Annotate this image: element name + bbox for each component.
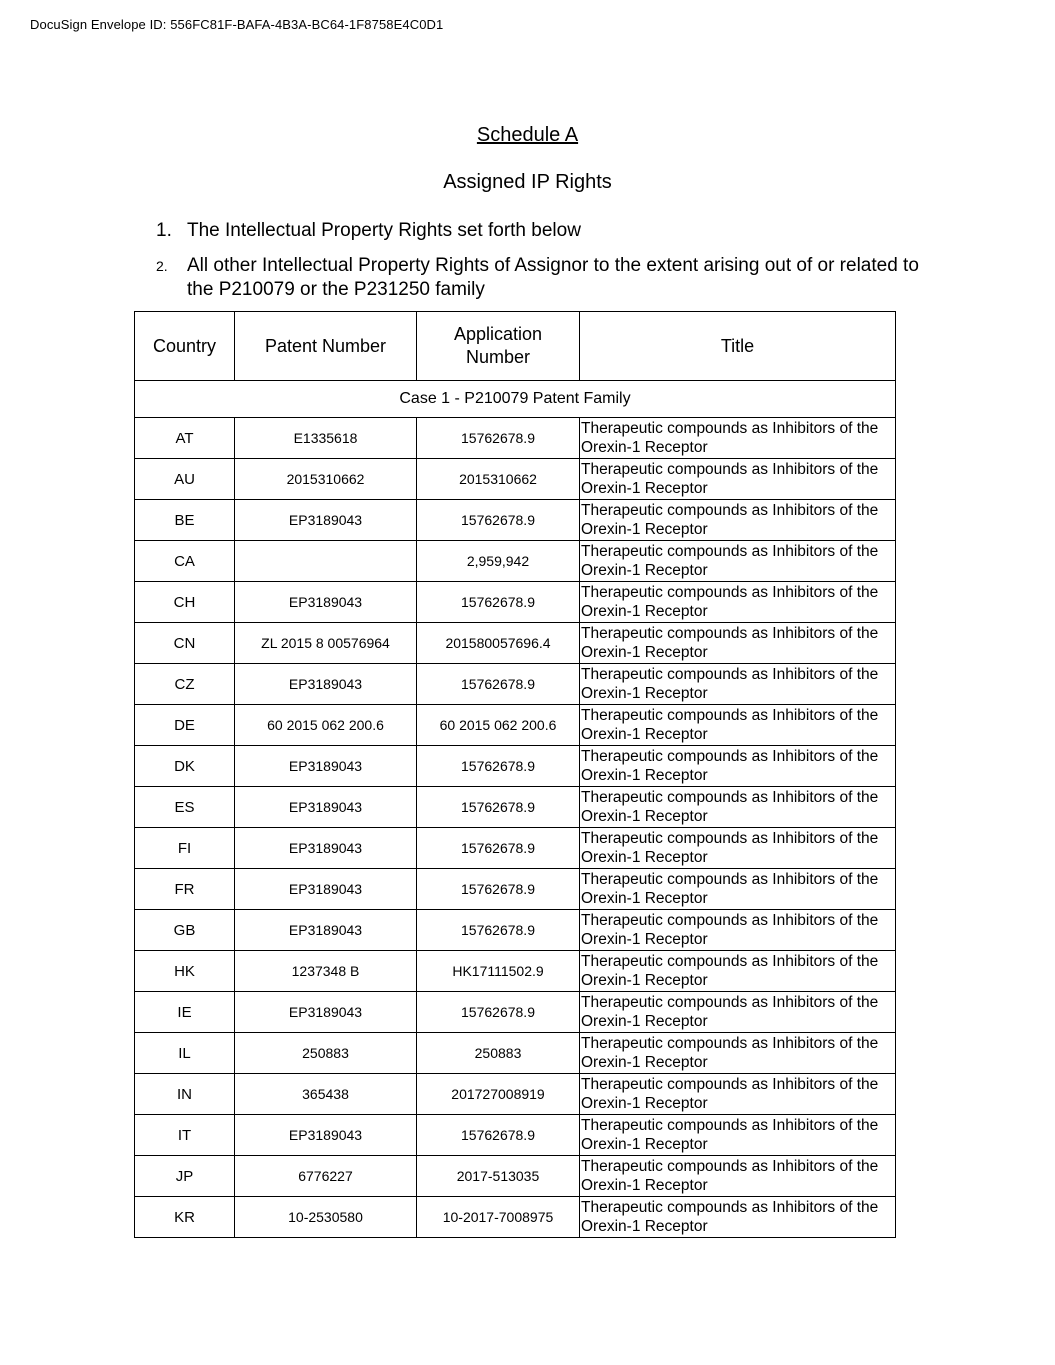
cell-country: CA (135, 541, 235, 582)
cell-title: Therapeutic compounds as Inhibitors of the Orexin-1 Receptor (580, 951, 896, 992)
cell-title: Therapeutic compounds as Inhibitors of the Orexin-1 Receptor (580, 582, 896, 623)
cell-title: Therapeutic compounds as Inhibitors of the Orexin-1 Receptor (580, 664, 896, 705)
cell-patent-number: EP3189043 (235, 1115, 417, 1156)
cell-application-number: 201580057696.4 (417, 623, 580, 664)
cell-patent-number: EP3189043 (235, 664, 417, 705)
cell-application-number: 250883 (417, 1033, 580, 1074)
cell-patent-number (235, 541, 417, 582)
table-row (135, 1115, 896, 1156)
cell-application-number: 15762678.9 (417, 582, 580, 623)
header-country: Country (135, 312, 235, 381)
cell-country: BE (135, 500, 235, 541)
cell-title: Therapeutic compounds as Inhibitors of the Orexin-1 Receptor (580, 787, 896, 828)
cell-patent-number: 2015310662 (235, 459, 417, 500)
cell-application-number: 201727008919 (417, 1074, 580, 1115)
cell-patent-number: 1237348 B (235, 951, 417, 992)
table-row (135, 787, 896, 828)
cell-country: CN (135, 623, 235, 664)
cell-application-number: 15762678.9 (417, 1115, 580, 1156)
section-subtitle: Assigned IP Rights (443, 171, 612, 193)
cell-title: Therapeutic compounds as Inhibitors of the Orexin-1 Receptor (580, 459, 896, 500)
cell-country: ES (135, 787, 235, 828)
table-row (135, 869, 896, 910)
cell-title: Therapeutic compounds as Inhibitors of the Orexin-1 Receptor (580, 869, 896, 910)
cell-application-number: 15762678.9 (417, 910, 580, 951)
cell-country: GB (135, 910, 235, 951)
cell-country: JP (135, 1156, 235, 1197)
cell-application-number: 10-2017-7008975 (417, 1197, 580, 1238)
cell-country: IN (135, 1074, 235, 1115)
cell-country: CZ (135, 664, 235, 705)
cell-country: CH (135, 582, 235, 623)
cell-title: Therapeutic compounds as Inhibitors of the Orexin-1 Receptor (580, 1156, 896, 1197)
list-item-text: The Intellectual Property Rights set forth below (187, 220, 581, 241)
case-label: Case 1 - P210079 Patent Family (135, 381, 896, 418)
table-row (135, 541, 896, 582)
cell-patent-number: 10-2530580 (235, 1197, 417, 1238)
cell-application-number: 2015310662 (417, 459, 580, 500)
table-row (135, 1074, 896, 1115)
table-row (135, 910, 896, 951)
cell-patent-number: EP3189043 (235, 910, 417, 951)
cell-country: IE (135, 992, 235, 1033)
cell-country: FI (135, 828, 235, 869)
cell-patent-number: 60 2015 062 200.6 (235, 705, 417, 746)
table-row (135, 418, 896, 459)
table-row (135, 1033, 896, 1074)
cell-patent-number: 250883 (235, 1033, 417, 1074)
cell-title: Therapeutic compounds as Inhibitors of the Orexin-1 Receptor (580, 1074, 896, 1115)
list-item-number: 2. (156, 258, 168, 274)
list-item-number: 1. (156, 220, 172, 241)
table-row (135, 459, 896, 500)
cell-country: AU (135, 459, 235, 500)
cell-title: Therapeutic compounds as Inhibitors of the Orexin-1 Receptor (580, 418, 896, 459)
table-row (135, 705, 896, 746)
list-item-text: All other Intellectual Property Rights of Assignor to the extent arising out of or related to the P210079 or the P231250 family (187, 255, 919, 300)
cell-patent-number: 6776227 (235, 1156, 417, 1197)
cell-patent-number: EP3189043 (235, 869, 417, 910)
schedule-title: Schedule A (476, 124, 579, 146)
table-row (135, 746, 896, 787)
cell-title: Therapeutic compounds as Inhibitors of the Orexin-1 Receptor (580, 623, 896, 664)
cell-patent-number: EP3189043 (235, 582, 417, 623)
cell-country: DK (135, 746, 235, 787)
cell-application-number: 15762678.9 (417, 992, 580, 1033)
cell-patent-number: E1335618 (235, 418, 417, 459)
table-row (135, 1197, 896, 1238)
cell-title: Therapeutic compounds as Inhibitors of the Orexin-1 Receptor (580, 910, 896, 951)
patent-table (134, 311, 896, 1238)
cell-title: Therapeutic compounds as Inhibitors of the Orexin-1 Receptor (580, 1033, 896, 1074)
table-row (135, 1156, 896, 1197)
cell-country: DE (135, 705, 235, 746)
cell-patent-number: ZL 2015 8 00576964 (235, 623, 417, 664)
cell-country: KR (135, 1197, 235, 1238)
cell-application-number: 15762678.9 (417, 869, 580, 910)
cell-application-number: 15762678.9 (417, 746, 580, 787)
table-row (135, 664, 896, 705)
cell-title: Therapeutic compounds as Inhibitors of the Orexin-1 Receptor (580, 992, 896, 1033)
cell-country: FR (135, 869, 235, 910)
table-header-row (135, 312, 896, 381)
cell-title: Therapeutic compounds as Inhibitors of the Orexin-1 Receptor (580, 541, 896, 582)
cell-title: Therapeutic compounds as Inhibitors of the Orexin-1 Receptor (580, 1115, 896, 1156)
cell-country: IL (135, 1033, 235, 1074)
cell-application-number: 60 2015 062 200.6 (417, 705, 580, 746)
header-patent-number: Patent Number (235, 312, 417, 381)
cell-application-number: 15762678.9 (417, 664, 580, 705)
cell-application-number: HK17111502.9 (417, 951, 580, 992)
header-title: Title (580, 312, 896, 381)
cell-country: HK (135, 951, 235, 992)
table-row (135, 828, 896, 869)
cell-application-number: 15762678.9 (417, 787, 580, 828)
cell-patent-number: 365438 (235, 1074, 417, 1115)
cell-title: Therapeutic compounds as Inhibitors of the Orexin-1 Receptor (580, 746, 896, 787)
cell-country: AT (135, 418, 235, 459)
case-heading-row (135, 381, 896, 418)
cell-application-number: 15762678.9 (417, 418, 580, 459)
cell-application-number: 2017-513035 (417, 1156, 580, 1197)
cell-title: Therapeutic compounds as Inhibitors of the Orexin-1 Receptor (580, 828, 896, 869)
cell-patent-number: EP3189043 (235, 500, 417, 541)
table-row (135, 951, 896, 992)
cell-patent-number: EP3189043 (235, 787, 417, 828)
docusign-envelope-id: DocuSign Envelope ID: 556FC81F-BAFA-4B3A-BC64-1F8758E4C0D1 (30, 17, 444, 32)
cell-patent-number: EP3189043 (235, 746, 417, 787)
table-row (135, 582, 896, 623)
table-row (135, 623, 896, 664)
table-row (135, 992, 896, 1033)
cell-application-number: 2,959,942 (417, 541, 580, 582)
cell-patent-number: EP3189043 (235, 992, 417, 1033)
cell-title: Therapeutic compounds as Inhibitors of the Orexin-1 Receptor (580, 1197, 896, 1238)
cell-title: Therapeutic compounds as Inhibitors of the Orexin-1 Receptor (580, 705, 896, 746)
cell-title: Therapeutic compounds as Inhibitors of the Orexin-1 Receptor (580, 500, 896, 541)
cell-patent-number: EP3189043 (235, 828, 417, 869)
cell-application-number: 15762678.9 (417, 828, 580, 869)
cell-country: IT (135, 1115, 235, 1156)
header-application-number: Application Number (417, 312, 580, 381)
table-row (135, 500, 896, 541)
cell-application-number: 15762678.9 (417, 500, 580, 541)
